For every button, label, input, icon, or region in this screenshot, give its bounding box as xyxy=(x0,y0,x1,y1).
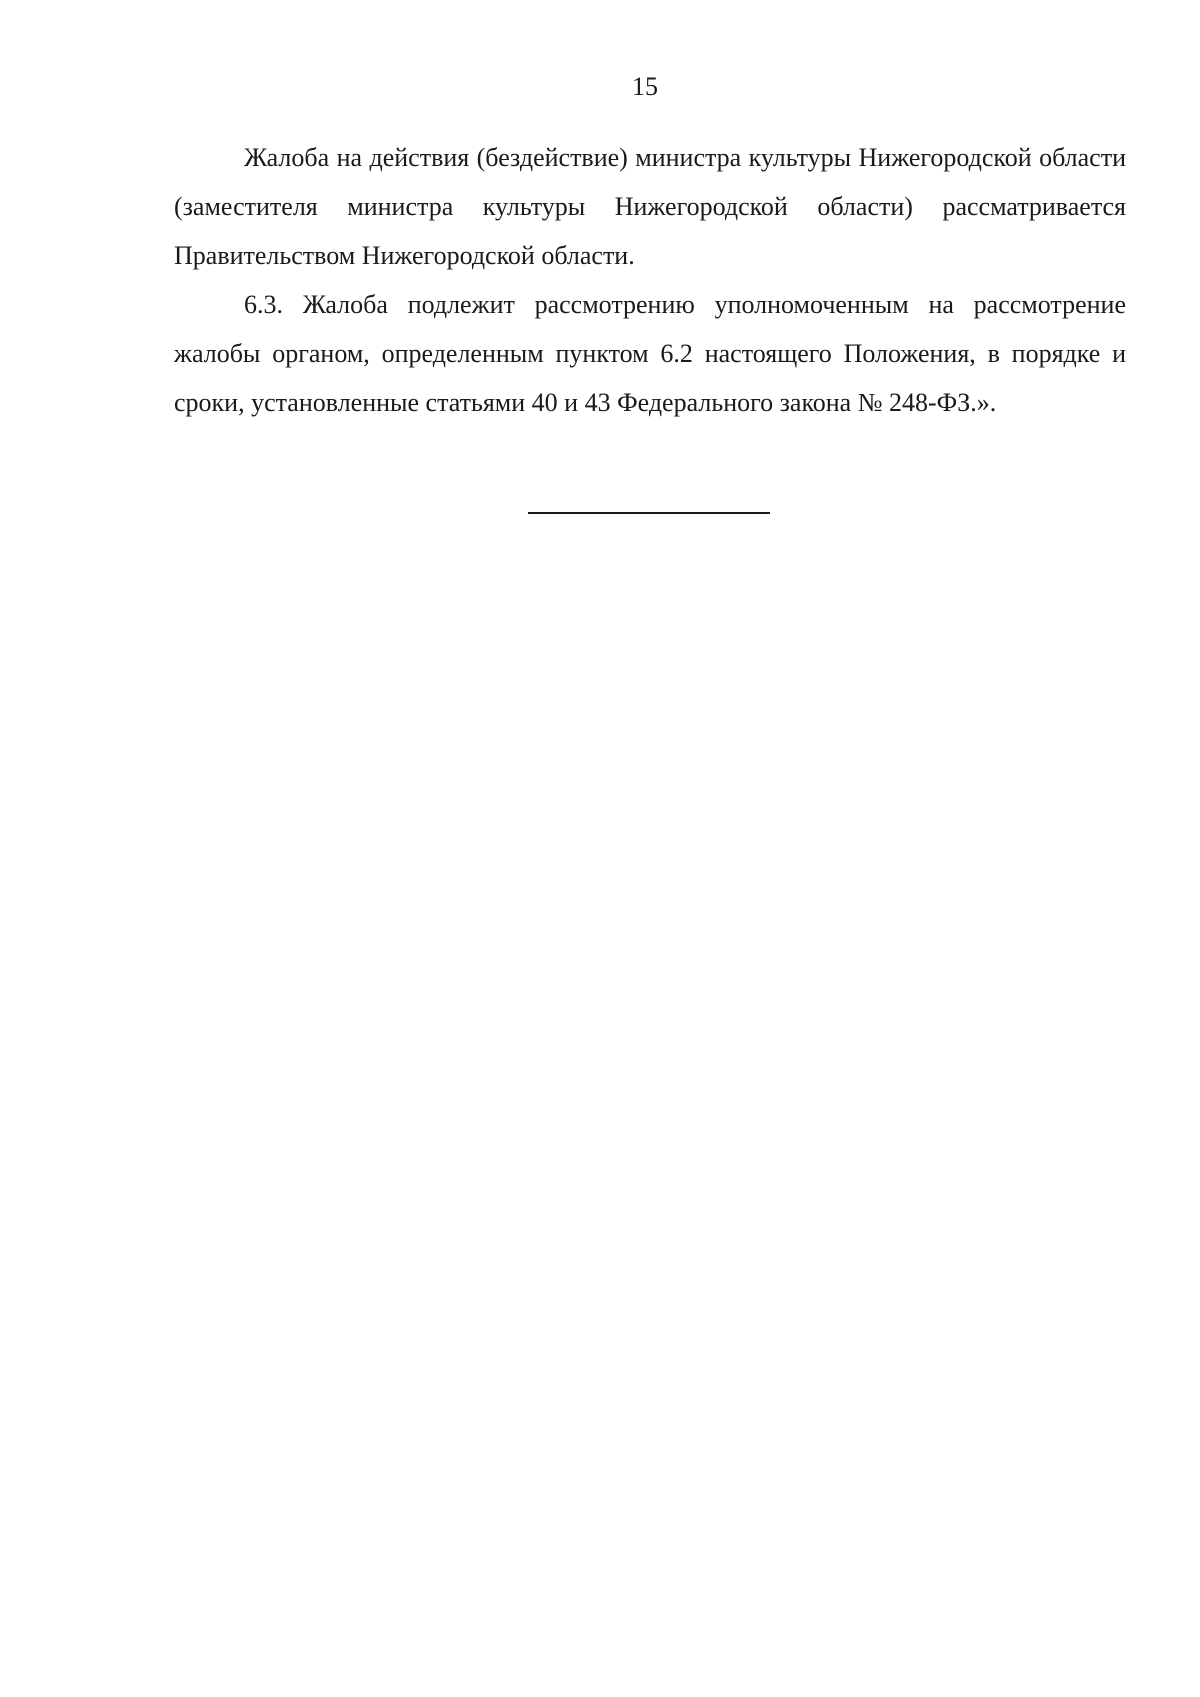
paragraph-6-3: 6.3. Жалоба подлежит рассмотрению уполномоченным на рассмотрение жалобы органом, определенным пунктом 6.2 настоящего Положения, в порядке и сроки, установленные статьями 40 и 43 Федерального закона № 248-ФЗ.». xyxy=(174,290,1126,417)
document-body xyxy=(174,133,1126,427)
page-number: 15 xyxy=(632,72,658,101)
paragraph-complaint-minister: Жалоба на действия (бездействие) министра культуры Нижегородской области (заместителя министра культуры Нижегородской области) рассматривается Правительством Нижегородской области. xyxy=(174,143,1126,270)
end-separator-line xyxy=(528,512,770,514)
